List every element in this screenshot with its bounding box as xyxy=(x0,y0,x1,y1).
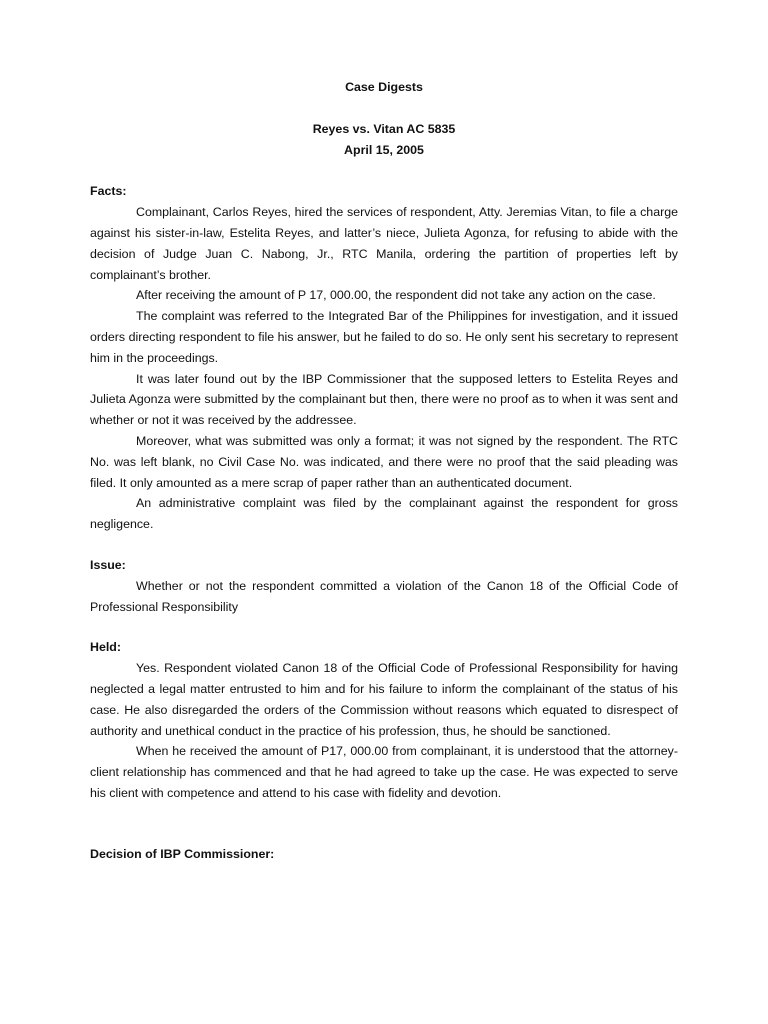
document-title: Case Digests xyxy=(345,80,423,94)
facts-paragraph: Moreover, what was submitted was only a format; it was not signed by the respondent. The RTC No. was left blank, no Civil Case No. was indicated, and there were no proof that the said pleading was filed. It only amounted as a mere scrap of paper rather than an authenticated document. xyxy=(90,433,678,490)
facts-heading: Facts: xyxy=(90,184,127,199)
held-paragraph: Yes. Respondent violated Canon 18 of the Official Code of Professional Responsibility for having neglected a legal matter entrusted to him and for his failure to inform the complainant of the status of his case. He also disregarded the orders of the Commission without reasons which equated to disrespect of authority and unethical conduct in the practice of his profession, thus, he should be sanctioned. xyxy=(90,661,678,738)
spacer xyxy=(90,804,678,824)
facts-paragraph: An administrative complaint was filed by the complainant against the respondent for gross negligence. xyxy=(90,496,678,532)
case-name: Reyes vs. Vitan AC 5835 xyxy=(312,121,456,136)
facts-paragraph: After receiving the amount of P 17, 000.00, the respondent did not take any action on the case. xyxy=(136,288,656,303)
facts-paragraph: Complainant, Carlos Reyes, hired the services of respondent, Atty. Jeremias Vitan, to file a charge against his sister-in-law, Estelita Reyes, and latter’s niece, Julieta Agonza, for refusing to abide with the decision of Judge Juan C. Nabong, Jr., RTC Manila, ordering the partition of properties left by complainant’s brother. xyxy=(90,205,678,282)
case-date: April 15, 2005 xyxy=(344,142,424,157)
issue-heading: Issue: xyxy=(90,557,126,572)
spacer xyxy=(90,824,678,844)
decision-heading: Decision of IBP Commissioner: xyxy=(90,846,275,861)
spacer xyxy=(90,617,678,637)
spacer xyxy=(90,160,678,181)
held-heading: Held: xyxy=(90,640,121,655)
spacer xyxy=(90,535,678,555)
issue-paragraph: Whether or not the respondent committed a violation of the Canon 18 of the Official Code of Professional Responsibility xyxy=(90,578,678,614)
facts-paragraph: It was later found out by the IBP Commissioner that the supposed letters to Estelita Reyes and Julieta Agonza were submitted by the complainant but then, there were no proof as to when it was sent and whether or not it was received by the addressee. xyxy=(90,371,678,428)
spacer xyxy=(90,98,678,119)
held-paragraph: When he received the amount of P17, 000.00 from complainant, it is understood that the attorney-client relationship has commenced and that he had agreed to take up the case. He was expected to serve his client with competence and attend to his case with fidelity and devotion. xyxy=(90,744,678,800)
facts-paragraph: The complaint was referred to the Integrated Bar of the Philippines for investigation, and it issued orders directing respondent to file his answer, but he failed to do so. He only sent his secretary to represent him in the proceedings. xyxy=(90,309,678,365)
